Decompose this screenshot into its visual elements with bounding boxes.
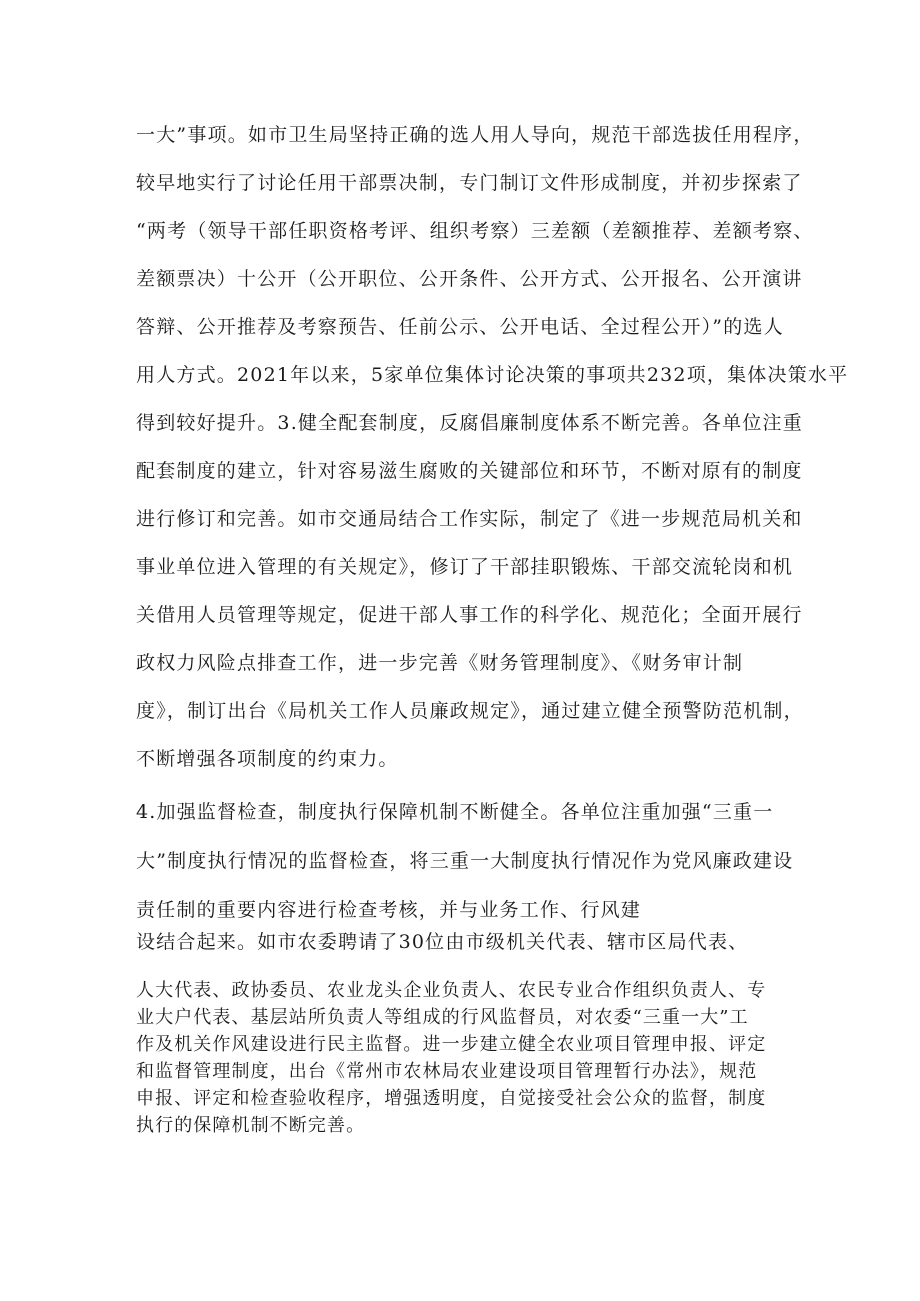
paragraph-start-line: 4.加强监督检查，制度执行保障机制不断健全。各单位注重加强“三重一	[136, 801, 774, 823]
text-line: 进行修订和完善。如市交通局结合工作实际，制定了《进一步规范局机关和	[136, 508, 803, 530]
text-line: 配套制度的建立，针对容易滋生腐败的关键部位和环节，不断对原有的制度	[136, 460, 803, 482]
text-line: 差额票决）十公开（公开职位、公开条件、公开方式、公开报名、公开演讲	[136, 268, 803, 290]
text-line: 答辩、公开推荐及考察预告、任前公示、公开电话、全过程公开）”的选人	[136, 316, 784, 338]
text-line: “两考（领导干部任职资格考评、组织考察）三差额（差额推荐、差额考察、	[136, 220, 814, 242]
text-line: 事业单位进入管理的有关规定》，修订了干部挂职锻炼、干部交流轮岗和机	[136, 556, 794, 578]
text-line: 执行的保障机制不断完善。	[136, 1115, 366, 1136]
text-line: 业大户代表、基层站所负责人等组成的行风监督员，对农委“三重一大”工	[136, 1007, 749, 1028]
text-line: 责任制的重要内容进行检查考核，并与业务工作、行风建	[136, 899, 642, 921]
text-line: 用人方式。2021年以来，5家单位集体讨论决策的事项共232项，集体决策水平	[136, 364, 849, 386]
text-line: 政权力风险点排查工作，进一步完善《财务管理制度》、《财务审计制	[136, 652, 744, 674]
text-line: 设结合起来。如市农委聘请了30位由市级机关代表、辖市区局代表、	[136, 931, 749, 953]
text-line: 得到较好提升。3.健全配套制度，反腐倡廉制度体系不断完善。各单位注重	[136, 412, 803, 434]
text-line: 一大”事项。如市卫生局坚持正确的选人用人导向，规范干部选拔任用程序，	[136, 124, 814, 146]
text-line: 大”制度执行情况的监督检查，将三重一大制度执行情况作为党风廉政建设	[136, 850, 794, 872]
text-line: 申报、评定和检查验收程序，增强透明度，自觉接受社会公众的监督，制度	[136, 1088, 767, 1109]
text-line: 作及机关作风建设进行民主监督。进一步建立健全农业项目管理申报、评定	[136, 1034, 767, 1055]
text-line: 关借用人员管理等规定，促进干部人事工作的科学化、规范化；全面开展行	[136, 604, 803, 626]
text-line: 度》，制订出台《局机关工作人员廉政规定》，通过建立健全预警防范机制，	[136, 700, 804, 722]
text-line: 人大代表、政协委员、农业龙头企业负责人、农民专业合作组织负责人、专	[136, 980, 767, 1001]
text-line: 和监督管理制度，出台《常州市农林局农业建设项目管理暂行办法》，规范	[136, 1061, 758, 1082]
text-line: 不断增强各项制度的约束力。	[136, 748, 399, 770]
text-line: 较早地实行了讨论任用干部票决制，专门制订文件形成制度，并初步探索了	[136, 172, 803, 194]
